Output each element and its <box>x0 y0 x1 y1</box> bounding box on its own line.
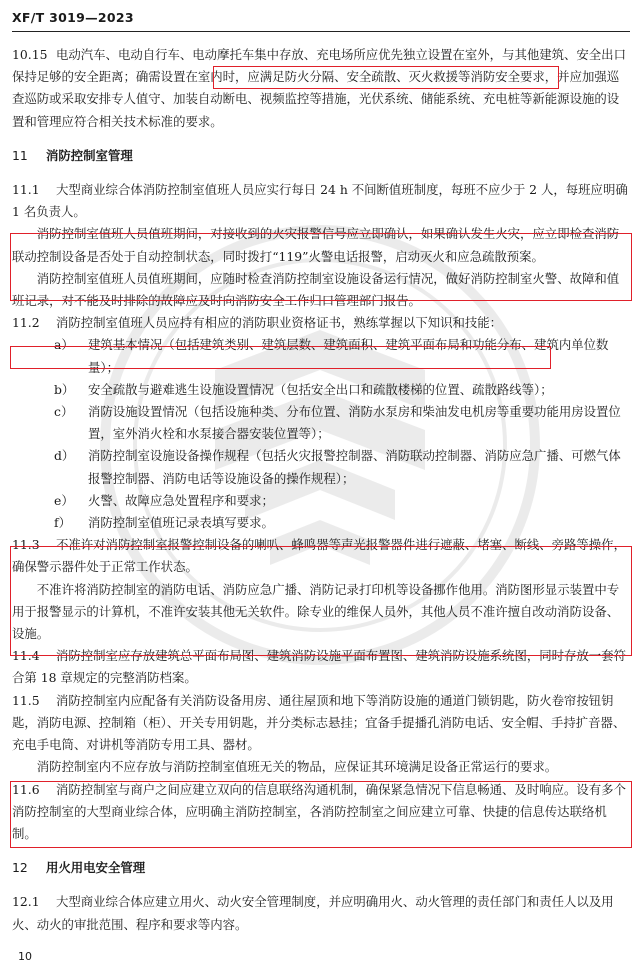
clause-number: 11.2 <box>12 315 40 331</box>
list-text: 火警、故障应急处置程序和要求； <box>88 492 274 508</box>
clause-11-6 <box>12 779 630 846</box>
list-item <box>12 512 630 534</box>
clause-number: 11.5 <box>12 692 40 708</box>
list-text: 消防设施设置情况（包括设施种类、分布位置、消防水泵房和柴油发电机房等重要功能用房设置位置，室外消火栓和水泵接合器安装位置等）； <box>88 404 621 442</box>
page-number: 10 <box>18 950 32 963</box>
section-number: 12 <box>12 860 28 876</box>
section-11-heading <box>12 145 630 167</box>
list-text: 消防控制室设施设备操作规程（包括火灾报警控制器、消防联动控制器、消防应急广播、可燃气体报警控制器、消防电话等设施设备的操作规程）； <box>88 448 621 486</box>
list-text: 消防控制室值班记录表填写要求。 <box>88 515 274 531</box>
standard-code: XF/T 3019—2023 <box>12 10 134 25</box>
list-label: a） <box>54 337 74 353</box>
clause-text: 大型商业综合体应建立用火、动火安全管理制度，并应明确用火、动火管理的责任部门和责任人以及用火、动火的审批范围、程序和要求等内容。 <box>12 894 614 932</box>
clause-11-2 <box>12 312 630 334</box>
list-label: b） <box>54 381 75 397</box>
document-body <box>12 44 630 936</box>
clause-number: 12.1 <box>12 894 40 910</box>
clause-text: 大型商业综合体消防控制室值班人员应实行每日 24 h 不间断值班制度，每班不应少于 2 人，每班应明确 1 名负责人。 <box>12 182 628 220</box>
clause-10-15 <box>12 44 630 133</box>
clause-text: 消防控制室与商户之间应建立双向的信息联络沟通机制，确保紧急情况下信息畅通、及时响应。设有多个消防控制室的大型商业综合体，应明确主消防控制室，各消防控制室之间应建立可靠、快捷的信息传达联络机制。 <box>12 781 626 841</box>
clause-text: 消防控制室值班人员应持有相应的消防职业资格证书，熟练掌握以下知识和技能： <box>56 315 503 331</box>
clause-number: 10.15 <box>12 47 48 62</box>
clause-11-1-para-3: 消防控制室值班人员值班期间，应随时检查消防控制室设施设备运行情况，做好消防控制室火警、故障和值班记录，对不能及时排除的故障应及时向消防安全工作归口管理部门报告。 <box>12 270 620 309</box>
section-title: 消防控制室管理 <box>46 147 133 163</box>
clause-11-5 <box>12 690 630 757</box>
clause-11-1-para-2: 消防控制室值班人员值班期间，对接收到的火灾报警信号应立即确认，如果确认发生火灾，应立即检查消防联动控制设备是否处于自动控制状态，同时拨打“119”火警电话报警，启动灭火和应急疏散预案。 <box>12 226 620 264</box>
clause-number: 11.1 <box>12 182 40 198</box>
clause-11-5-para-2: 消防控制室内不应存放与消防控制室值班无关的物品，应保证其环境满足设备正常运行的要求。 <box>36 759 558 775</box>
list-label: c） <box>54 404 74 420</box>
clause-11-3 <box>12 534 630 578</box>
list-text: 安全疏散与避难逃生设施设置情况（包括安全出口和疏散楼梯的位置、疏散路线等）； <box>88 381 553 397</box>
list-item <box>12 490 630 512</box>
list-item <box>12 401 630 445</box>
clause-number: 11.3 <box>12 537 40 553</box>
clause-text: 不准许对消防控制室报警控制设备的喇叭、蜂鸣器等声光报警器件进行遮蔽、堵塞、断线、旁路等操作，确保警示器件处于正常工作状态。 <box>12 537 626 575</box>
header-rule <box>12 31 630 32</box>
clause-text: 消防控制室应存放建筑总平面布局图、建筑消防设施平面布置图、建筑消防设施系统图，同时存放一套符合第 18 章规定的完整消防档案。 <box>12 648 626 686</box>
clause-11-3-para-2: 不准许将消防控制室的消防电话、消防应急广播、消防记录打印机等设备挪作他用。消防图形显示装置中专用于报警显示的计算机，不准许安装其他无关软件。除专业的维保人员外，其他人员不准许擅自改动消防设备、设施。 <box>12 581 620 642</box>
list-item <box>12 379 630 401</box>
list-label: d） <box>54 448 75 464</box>
list-item <box>12 334 630 378</box>
section-12-heading <box>12 857 630 879</box>
clause-11-4 <box>12 645 630 689</box>
list-item <box>12 445 630 489</box>
clause-12-1 <box>12 891 630 935</box>
section-number: 11 <box>12 147 28 163</box>
clause-text: 电动汽车、电动自行车、电动摩托车集中存放、充电场所应优先独立设置在室外，与其他建筑、安全出口保持足够的安全距离；确需设置在室内时，应满足防火分隔、安全疏散、灭火救援等消防安全要求，并应加强巡查巡防或采取安排专人值守、加装自动断电、视频监控等措施，光伏系统、储能系统、充电桩等新能源设施的设置和管理应符合相关技术标准的要求。 <box>12 47 626 129</box>
list-label: e） <box>54 492 74 508</box>
list-label: f） <box>54 515 71 531</box>
section-title: 用火用电安全管理 <box>46 860 146 876</box>
clause-11-1 <box>12 179 630 223</box>
clause-number: 11.4 <box>12 648 40 664</box>
clause-text: 消防控制室内应配备有关消防设备用房、通往屋顶和地下等消防设施的通道门锁钥匙，防火卷帘按钮钥匙，消防电源、控制箱（柜）、开关专用钥匙，并分类标志悬挂；宜备手提播孔消防电话、安全帽、手持扩音器、充电手电筒、对讲机等消防专用工具、器材。 <box>12 692 626 753</box>
list-text: 建筑基本情况（包括建筑类别、建筑层数、建筑面积、建筑平面布局和功能分布、建筑内单位数量）； <box>88 337 609 375</box>
clause-number: 11.6 <box>12 781 40 797</box>
